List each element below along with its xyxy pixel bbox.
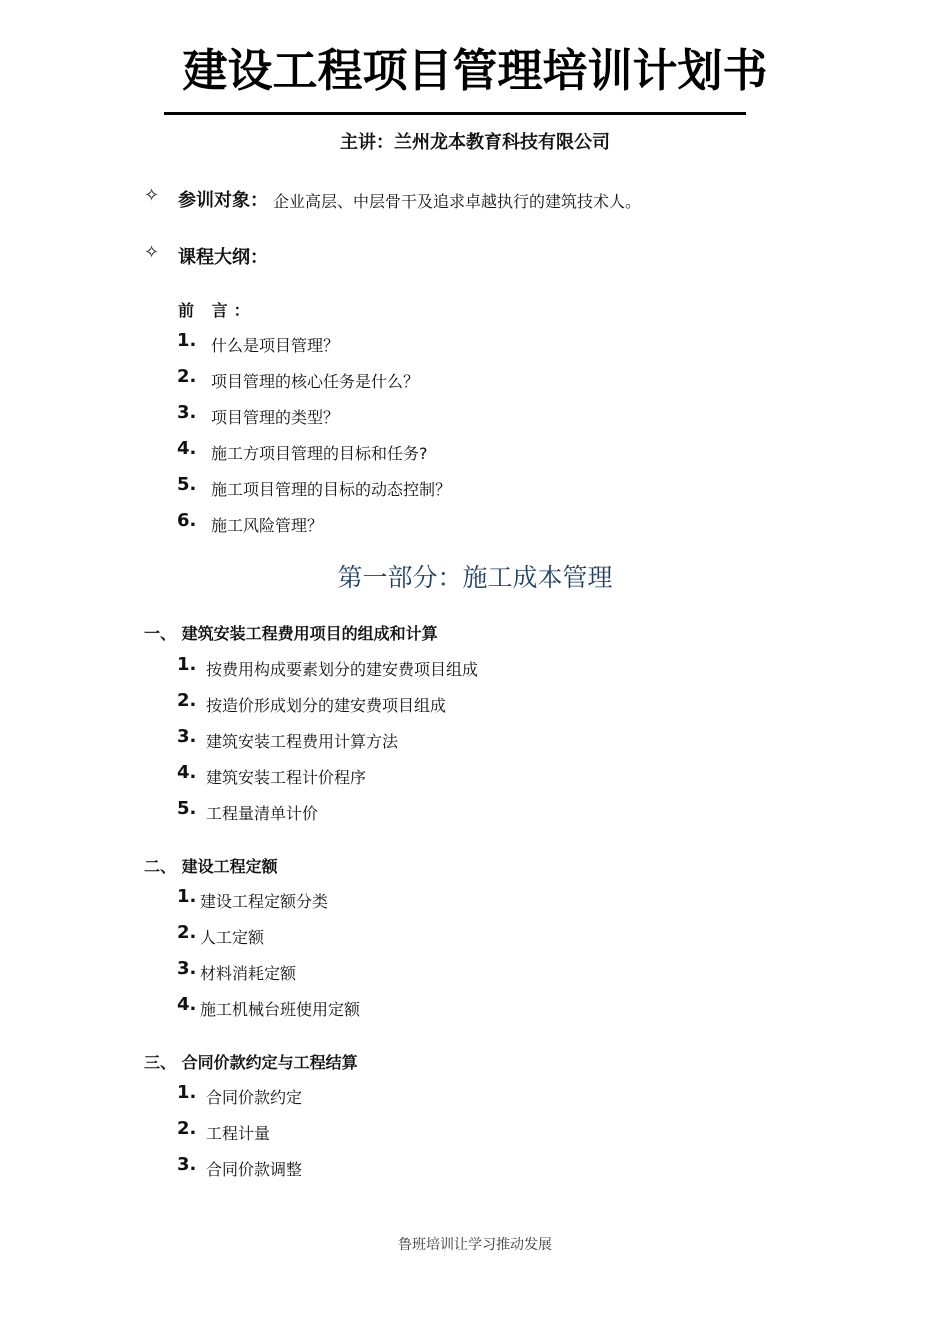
list-item-number: 1. xyxy=(177,886,197,907)
list-item: 施工方项目管理的目标和任务? xyxy=(211,444,428,463)
section-heading: 二、 建设工程定额 xyxy=(144,857,278,876)
outline-label: 课程大纲： xyxy=(178,247,268,268)
list-item-number: 5. xyxy=(177,474,197,495)
list-item-number: 4. xyxy=(177,762,197,783)
section-heading: 三、 合同价款约定与工程结算 xyxy=(144,1053,358,1072)
list-item-number: 3. xyxy=(177,958,197,979)
list-item: 施工风险管理？ xyxy=(211,516,324,535)
list-item: 建设工程定额分类 xyxy=(200,892,329,911)
list-item-number: 3. xyxy=(177,1154,197,1175)
list-item: 人工定额 xyxy=(200,928,265,947)
list-item: 按造价形成划分的建安费项目组成 xyxy=(206,696,447,715)
list-item: 施工项目管理的目标的动态控制？ xyxy=(211,480,452,499)
list-item-number: 2. xyxy=(177,690,197,711)
list-item: 工程量清单计价 xyxy=(206,804,319,823)
star-bullet-icon: ✧ xyxy=(144,185,160,206)
list-item: 建筑安装工程计价程序 xyxy=(206,768,367,787)
star-bullet-icon: ✧ xyxy=(144,242,160,263)
list-item-number: 5. xyxy=(177,798,197,819)
list-item-number: 4. xyxy=(177,438,197,459)
list-item-number: 1. xyxy=(177,330,197,351)
page-footer: 鲁班培训让学习推动发展 xyxy=(398,1237,552,1253)
lecturer-line: 主讲：兰州龙本教育科技有限公司 xyxy=(340,132,610,153)
list-item-number: 2. xyxy=(177,366,197,387)
audience-text: 企业高层、中层骨干及追求卓越执行的建筑技术人。 xyxy=(273,192,642,211)
list-item: 项目管理的类型？ xyxy=(211,408,340,427)
part-heading: 第一部分：施工成本管理 xyxy=(337,563,613,592)
list-item-number: 2. xyxy=(177,922,197,943)
list-item-number: 6. xyxy=(177,510,197,531)
document-title: 建设工程项目管理培训计划书 xyxy=(182,44,768,97)
list-item: 合同价款约定 xyxy=(206,1088,303,1107)
section-heading: 一、 建筑安装工程费用项目的组成和计算 xyxy=(144,624,438,643)
list-item: 什么是项目管理？ xyxy=(211,336,340,355)
list-item-number: 3. xyxy=(177,726,197,747)
list-item: 按费用构成要素划分的建安费项目组成 xyxy=(206,660,479,679)
list-item: 材料消耗定额 xyxy=(200,964,297,983)
list-item-number: 2. xyxy=(177,1118,197,1139)
preface-label: 前 言： xyxy=(178,301,256,320)
list-item: 施工机械台班使用定额 xyxy=(200,1000,361,1019)
list-item: 工程计量 xyxy=(206,1124,271,1143)
audience-label: 参训对象： xyxy=(178,190,268,211)
list-item-number: 1. xyxy=(177,1082,197,1103)
list-item-number: 4. xyxy=(177,994,197,1015)
list-item: 合同价款调整 xyxy=(206,1160,303,1179)
list-item-number: 3. xyxy=(177,402,197,423)
title-divider xyxy=(164,112,746,115)
list-item: 建筑安装工程费用计算方法 xyxy=(206,732,399,751)
list-item: 项目管理的核心任务是什么？ xyxy=(211,372,420,391)
list-item-number: 1. xyxy=(177,654,197,675)
